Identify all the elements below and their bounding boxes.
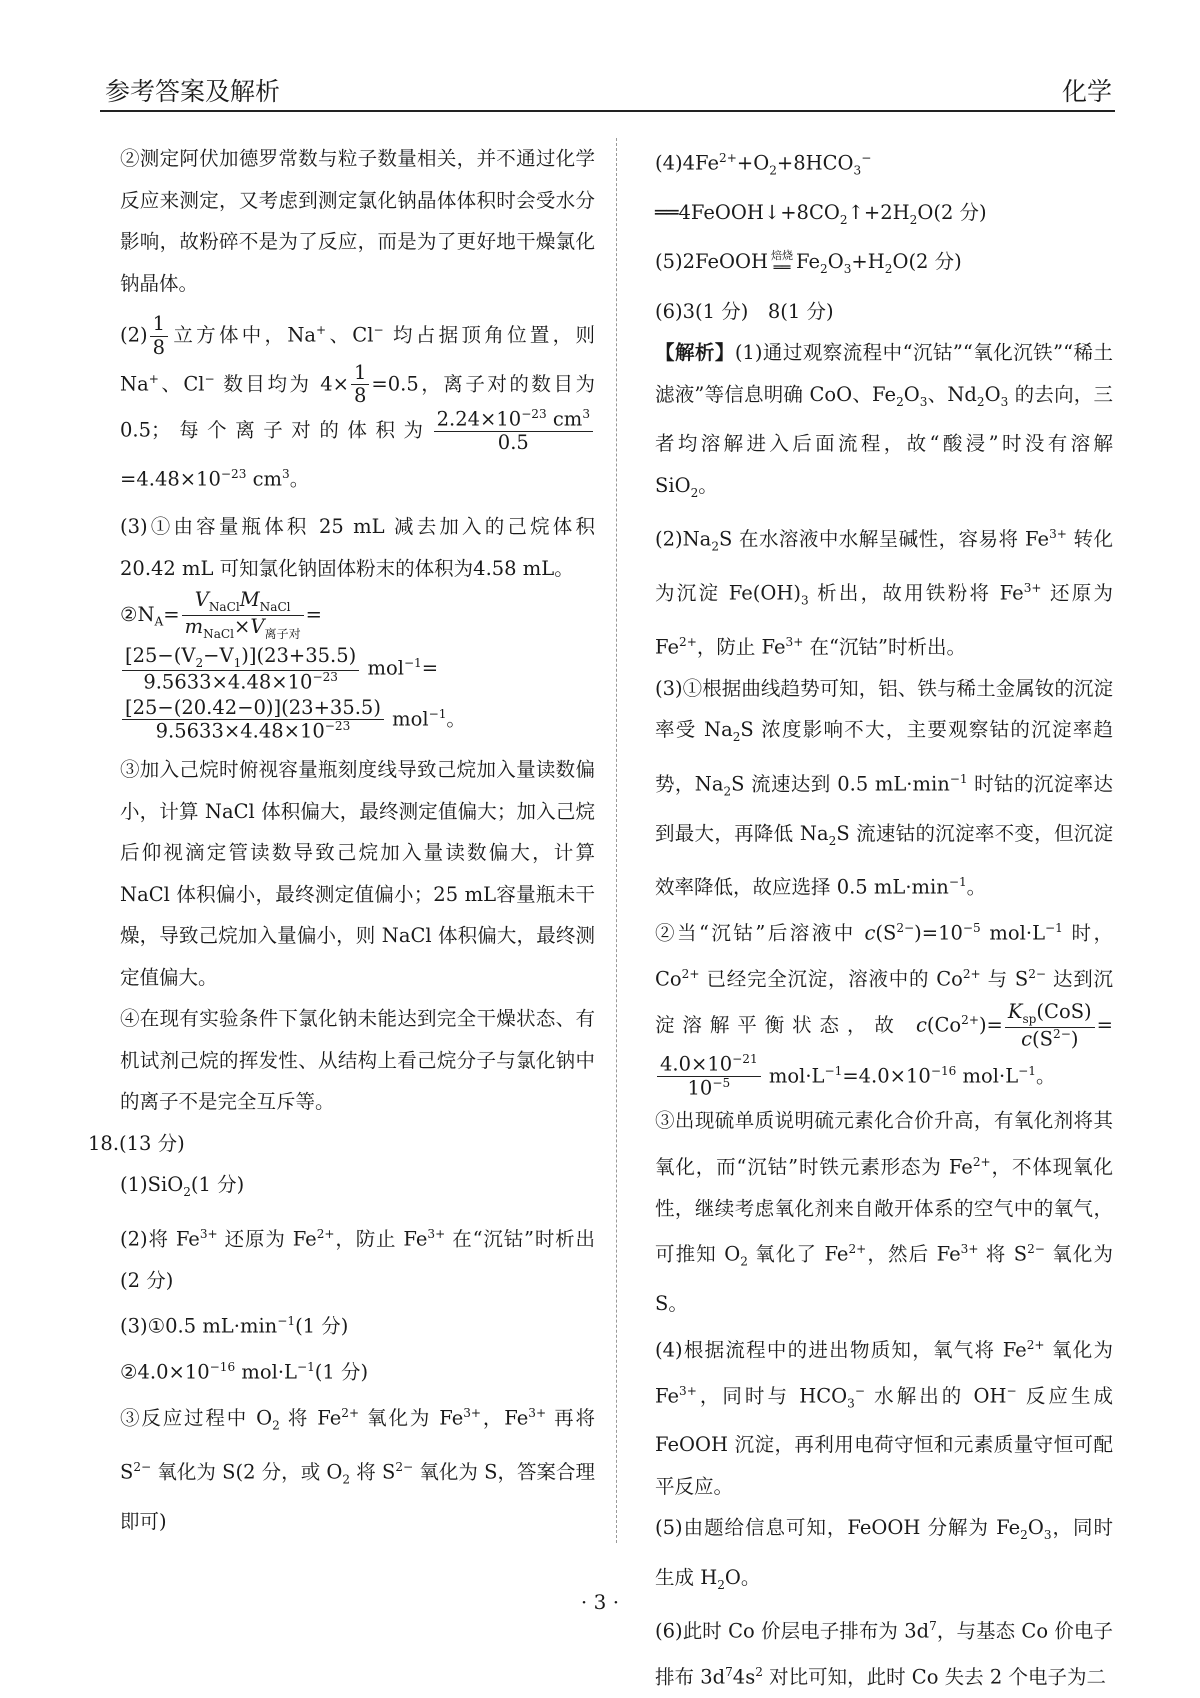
header-subject: 化学 [1061, 77, 1112, 106]
analysis-3-3: ③出现硫单质说明硫元素化合价升高，有氧化剂将其氧化，而“沉钴”时铁元素形态为 $Fe^{2+}$，不体现氧化性，继续考虑氧化剂来自敞开体系的空气中的氧气，可推知 $O_2$ 氧化了 $Fe^{2+}$，然后 $Fe^{3+}$ 将 $S^{2-}$ 氧化为 S。 [655, 1109, 1114, 1316]
analysis-2: $(2)Na_2S$ 在水溶液中水解呈碱性，容易将 $Fe^{3+}$ 转化为沉淀 $Fe(OH)_3$ 析出，故用铁粉将 $Fe^{3+}$ 还原为 $Fe^{2+}$，防止 $Fe^{3+}$ 在“沉钴”时析出。 [655, 526, 1114, 659]
analysis-5: (5)由题给信息可知，FeOOH 分解为 $Fe_2O_3$，同时生成 $H_2O$。 [655, 1516, 1113, 1592]
analysis-4: (4)根据流程中的进出物质知，氧气将 $Fe^{2+}$ 氧化为 $Fe^{3+}$，同时与 $HCO_3^-$ 水解出的 OH− 反应生成 FeOOH 沉淀，再利用电荷守恒和元素质量守恒可配平反应。 [655, 1337, 1114, 1498]
paragraph-crush-reason: ②测定阿伏加德罗常数与粒子数量相关，并不通过化学反应来测定，又考虑到测定氯化钠晶体体积时会受水分影响，故粉碎不是为了反应，而是为了更好地干燥氯化钠晶体。 [120, 147, 595, 295]
paragraph-q3-volume: (3)①由容量瓶体积 25 mL 减去加入的己烷体积 20.42 mL 可知氯化钠固体粉末的体积为4.58 mL。 [120, 515, 595, 580]
paragraph-q2-unit-cell: (2) $\frac{1}{8}$ 立方体中，Na+、Cl− 均占据顶角位置，则Na+、Cl− 数目均为 4× $\frac{1}{8}$ =0.5，离子对的数目为0.5；每个离子对的体积为 $\frac{2.24\times 10^{-23} cm^3}{0.5}$ $=4.48\times 10^{-23}$ $cm^3$。 [120, 312, 595, 491]
answer-18-2: (2)将 $Fe^{3+}$ 还原为 $Fe^{2+}$，防止 $Fe^{3+}$ 在“沉钴”时析出(2 分) [120, 1226, 596, 1292]
header-rule [100, 110, 1115, 112]
analysis-label: 【解析】 [655, 341, 735, 365]
column-divider [616, 138, 617, 1543]
answer-18-5: (5)2FeOOH 焙烧 ══ $Fe_2O_3+H_2O(2$ 分) [655, 249, 962, 277]
header-title: 参考答案及解析 [105, 77, 281, 106]
answer-18-3-2: $②4.0\times 10^{-16}$ $mol\cdot L^{-1}(1$ 分) [120, 1360, 369, 1384]
analysis-3-1: (3)①根据曲线趋势可知，铝、铁与稀土金属钕的沉淀率受 $Na_2S$ 浓度影响不大，主要观察钴的沉淀率趋势，$Na_2S$ 流速达到 0.5 $mL\cdot\min^{-1}$ 时钴的沉淀率达到最大，再降低 $Na_2S$ 流速钴的沉淀率不变，但沉淀效率降低，故应选择 0.5 $mL\cdot\min^{-1}$。 [655, 676, 1114, 899]
answer-18-6: (6)3(1 分) 8(1 分) [655, 299, 834, 323]
analysis-1: 【解析】(1)通过观察流程中“沉钴”“氧化沉铁”“稀土滤液”等信息明确 CoO、$Fe_2O_3$、$Nd_2O_3$ 的去向，三者均溶解进入后面流程，故“酸浸”时没有溶解 SiO$_2$。 [655, 341, 1113, 500]
formula-avogadro-step3: $\frac{[25-(20.42-0)](23+35.5)}{9.5633\times 4.48\times 10^{-23}}$ mol$^{-1}$。 [120, 694, 595, 743]
answer-18-3-3: ③反应过程中 $O_2$ 将 $Fe^{2+}$ 氧化为 $Fe^{3+}$，$Fe^{3+}$ 再将 $S^{2-}$ 氧化为 S(2 分，或 $O_2$ 将 $S^{2-}$ 氧化为 S，答案合理即可) [120, 1406, 595, 1534]
paragraph-error-sources: ④在现有实验条件下氯化钠未能达到完全干燥状态、有机试剂己烷的挥发性、从结构上看己烷分子与氯化钠中的离子不是完全互斥等。 [120, 1007, 595, 1114]
answer-18-1: (1)SiO$_2$(1 分) [120, 1173, 245, 1200]
answer-18-3-1: (3)①0.5 $mL\cdot\min^{-1}(1$ 分) [120, 1314, 349, 1338]
question-18-heading: 18.(13 分) [88, 1131, 185, 1155]
page-number: · 3 · [580, 1590, 620, 1614]
page-header [105, 72, 1112, 112]
paragraph-error-analysis: ③加入己烷时俯视容量瓶刻度线导致己烷加入量读数偏小，计算 NaCl 体积偏大，最终测定值偏大；加入己烷后仰视滴定管读数导致己烷加入量读数偏大，计算 NaCl 体积偏小，最终测定值偏小；25 mL容量瓶未干燥，导致己烷加入量偏小，则 NaCl 体积偏大，最终测定值偏大。 [120, 758, 595, 989]
formula-avogadro-step2: $\frac{[25-(V_2-V_1)](23+35.5)}{9.5633\times 4.48\times 10^{-23}}$ mol$^{-1}$= [120, 643, 595, 694]
right-column [655, 138, 1113, 1698]
left-column [88, 138, 596, 1543]
analysis-3-2: ②当“沉钴”后溶液中 $c(S^{2-})=10^{-5}$ $mol\cdot L^{-1}$ 时，$Co^{2+}$ 已经完全沉淀，溶液中的 $Co^{2+}$ 与 $S^{2-}$ 达到沉淀溶解平衡状态，故 $c(Co^{2+})=$ $\frac{K_{sp}(CoS)}{c(S^{2-})}$ = $\frac{4.0\times 10^{-21}}{10^{-5}}$ $mol\cdot L^{-1}=4.0\times 10^{-16}$ $mol\cdot L^{-1}$。 [655, 920, 1113, 1100]
answer-18-4: $(4)4Fe^{2+}+O_2+8HCO_3^-$ $══4FeOOH↓+8CO_2↑+2H_2O(2$ 分) [655, 151, 987, 227]
analysis-6: (6)此时 Co 价层电子排布为 $3d^7$，与基态 Co 价电子排布 $3d^74s^2$ 对比可知，此时 Co 失去 2 个电子为二 [655, 1619, 1113, 1689]
formula-avogadro: $②N_A=$ $\frac{V_{NaCl}M_{NaCl}}{m_{NaCl}\times V_{离子对}}$ = [120, 588, 323, 641]
